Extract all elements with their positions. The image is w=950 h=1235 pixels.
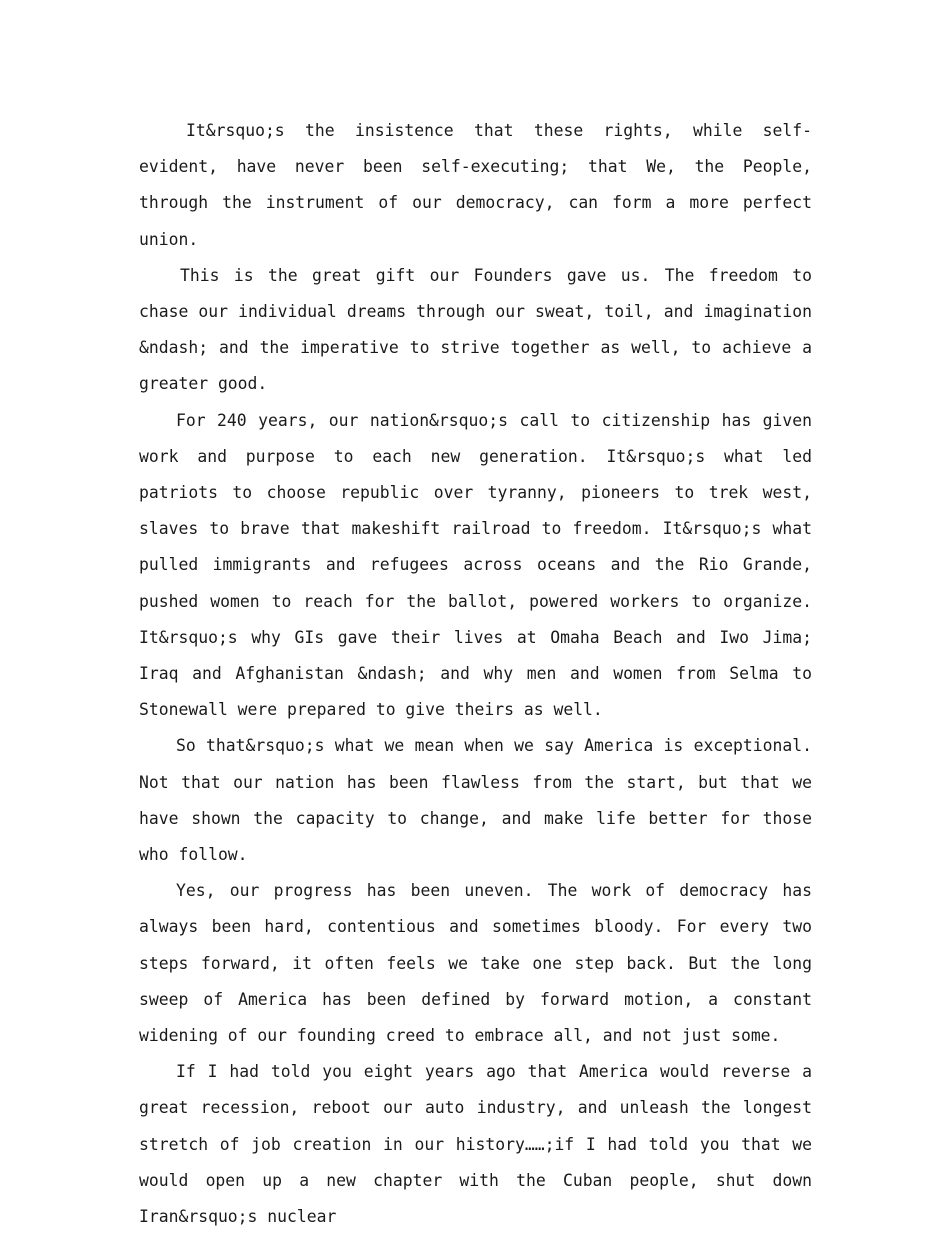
paragraph: So that&rsquo;s what we mean when we say America is exceptional. Not that our nation has been flawless from the start, but that we have shown the capacity to change, and make life better for those who follow. xyxy=(139,736,812,865)
paragraph: If I had told you eight years ago that America would reverse a great recession, reboot our auto industry, and unleash the longest stretch of job creation in our history……;if I had told you that we would open up a new chapter with the Cuban people, shut down Iran&rsquo;s nuclear xyxy=(139,1062,812,1227)
paragraph: Yes, our progress has been uneven. The work of democracy has always been hard, contentious and sometimes bloody. For every two steps forward, it often feels we take one step back. But the long sweep of America has been defined by forward motion, a constant widening of our founding creed to embrace all, and not just some. xyxy=(139,881,812,1046)
paragraph: It&rsquo;s the insistence that these rights, while self-evident, have never been self-executing; that We, the People, through the instrument of our democracy, can form a more perfect union. xyxy=(139,121,812,249)
paragraph: For 240 years, our nation&rsquo;s call to citizenship has given work and purpose to each new generation. It&rsquo;s what led patriots to choose republic over tyranny, pioneers to trek west, slaves to brave that makeshift railroad to freedom. It&rsquo;s what pulled immigrants and refugees across oceans and the Rio Grande, pushed women to reach for the ballot, powered workers to organize. It&rsquo;s why GIs gave their lives at Omaha Beach and Iwo Jima; Iraq and Afghanistan &ndash; and why men and women from Selma to Stonewall were prepared to give theirs as well. xyxy=(139,410,812,720)
document-body xyxy=(139,113,812,1235)
paragraph: This is the great gift our Founders gave us. The freedom to chase our individual dreams through our sweat, toil, and imagination &ndash; and the imperative to strive together as well, to achieve a greater good. xyxy=(139,265,812,394)
